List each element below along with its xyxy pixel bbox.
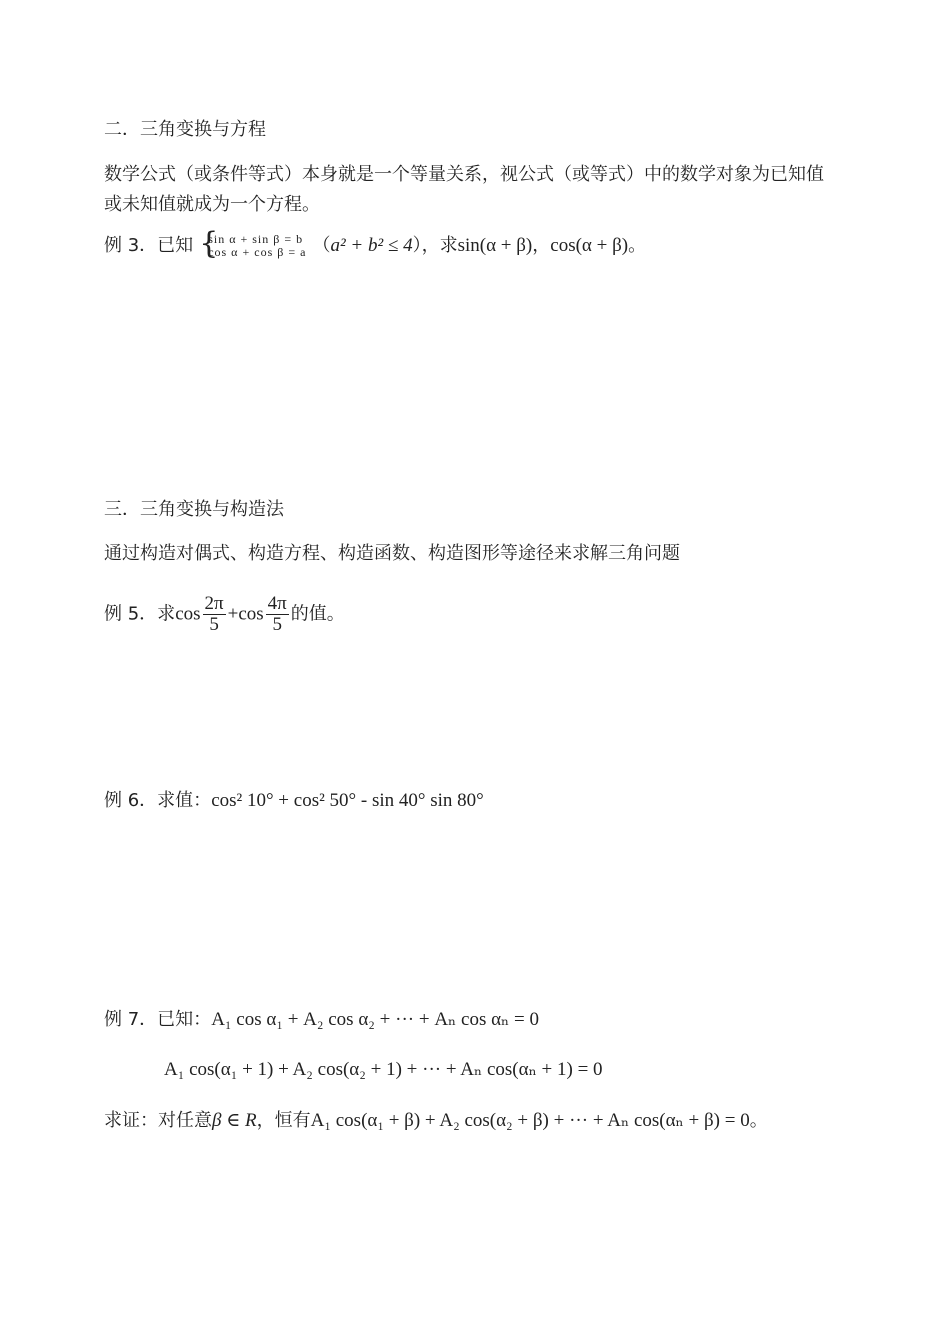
example-7-equation-1: A₁ cos α₁ + A₂ cos α₂ + ··· + Aₙ cos αₙ = 0 — [211, 1009, 539, 1030]
example-5-end: 的值。 — [290, 603, 345, 625]
example-5-cos-1: cos — [175, 603, 201, 625]
example-7-end: 。 — [749, 1110, 768, 1131]
example-6 — [104, 787, 484, 815]
example-3-condition-close: ），求 — [412, 235, 458, 256]
example-6-expression: cos² 10° + cos² 50° - sin 40° sin 80° — [211, 790, 484, 811]
example-5-plus: + — [227, 603, 239, 625]
example-7-prove-equation: A₁ cos(α₁ + β) + A₂ cos(α₂ + β) + ··· + Aₙ cos(αₙ + β) = 0 — [310, 1110, 750, 1131]
example-5-denominator-1: 5 — [209, 614, 219, 635]
example-5-fraction-2 — [266, 594, 289, 635]
example-7-proof-statement — [104, 1107, 768, 1135]
section-2-paragraph-line-2: 或未知值就成为一个方程。 — [104, 194, 320, 215]
example-7-prove-mid: ，恒有 — [256, 1110, 311, 1131]
example-7 — [104, 1006, 539, 1034]
example-3-end: 。 — [628, 235, 647, 256]
section-2-title: 二．三角变换与方程 — [104, 119, 266, 140]
example-7-equation-2: A₁ cos(α₁ + 1) + A₂ cos(α₂ + 1) + ··· + Aₙ cos(αₙ + 1) = 0 — [164, 1059, 603, 1080]
example-6-label: 例 6．求值： — [104, 790, 212, 811]
example-5-fraction-1 — [203, 594, 226, 635]
example-5-numerator-1: 2π — [204, 593, 224, 614]
example-3-target-sin: sin(α + β) — [457, 235, 533, 256]
example-3-separator: ， — [532, 235, 551, 256]
example-7-prove-label: 求证：对任意 — [104, 1110, 212, 1131]
example-5-denominator-2: 5 — [272, 614, 282, 635]
section-2-paragraph-line-1: 数学公式（或条件等式）本身就是一个等量关系，视公式（或等式）中的数学对象为已知值 — [104, 164, 824, 185]
example-3-equation-2: cos α + cos β = a — [208, 245, 307, 259]
example-3-equation-system: { sin α + sin β = b cos α + cos β = a — [199, 226, 307, 261]
example-7-prove-condition: β ∈ R — [212, 1110, 257, 1131]
example-5 — [104, 594, 345, 635]
section-3-paragraph: 通过构造对偶式、构造方程、构造函数、构造图形等途径来求解三角问题 — [104, 543, 680, 564]
example-5-cos-2: cos — [238, 603, 264, 625]
example-3-target-cos: cos(α + β) — [550, 235, 629, 256]
example-7-line-2 — [164, 1056, 603, 1084]
example-5-numerator-2: 4π — [267, 593, 287, 614]
example-3 — [104, 226, 647, 261]
section-3-title: 三．三角变换与构造法 — [104, 499, 284, 520]
example-3-equation-1: sin α + sin β = b — [208, 232, 304, 246]
example-3-condition: a² + b² ≤ 4 — [330, 235, 413, 256]
example-3-label: 例 3．已知 — [104, 235, 194, 256]
example-7-label: 例 7．已知： — [104, 1009, 212, 1030]
example-5-label: 例 5．求 — [104, 603, 176, 625]
example-3-condition-open: （ — [312, 235, 331, 256]
